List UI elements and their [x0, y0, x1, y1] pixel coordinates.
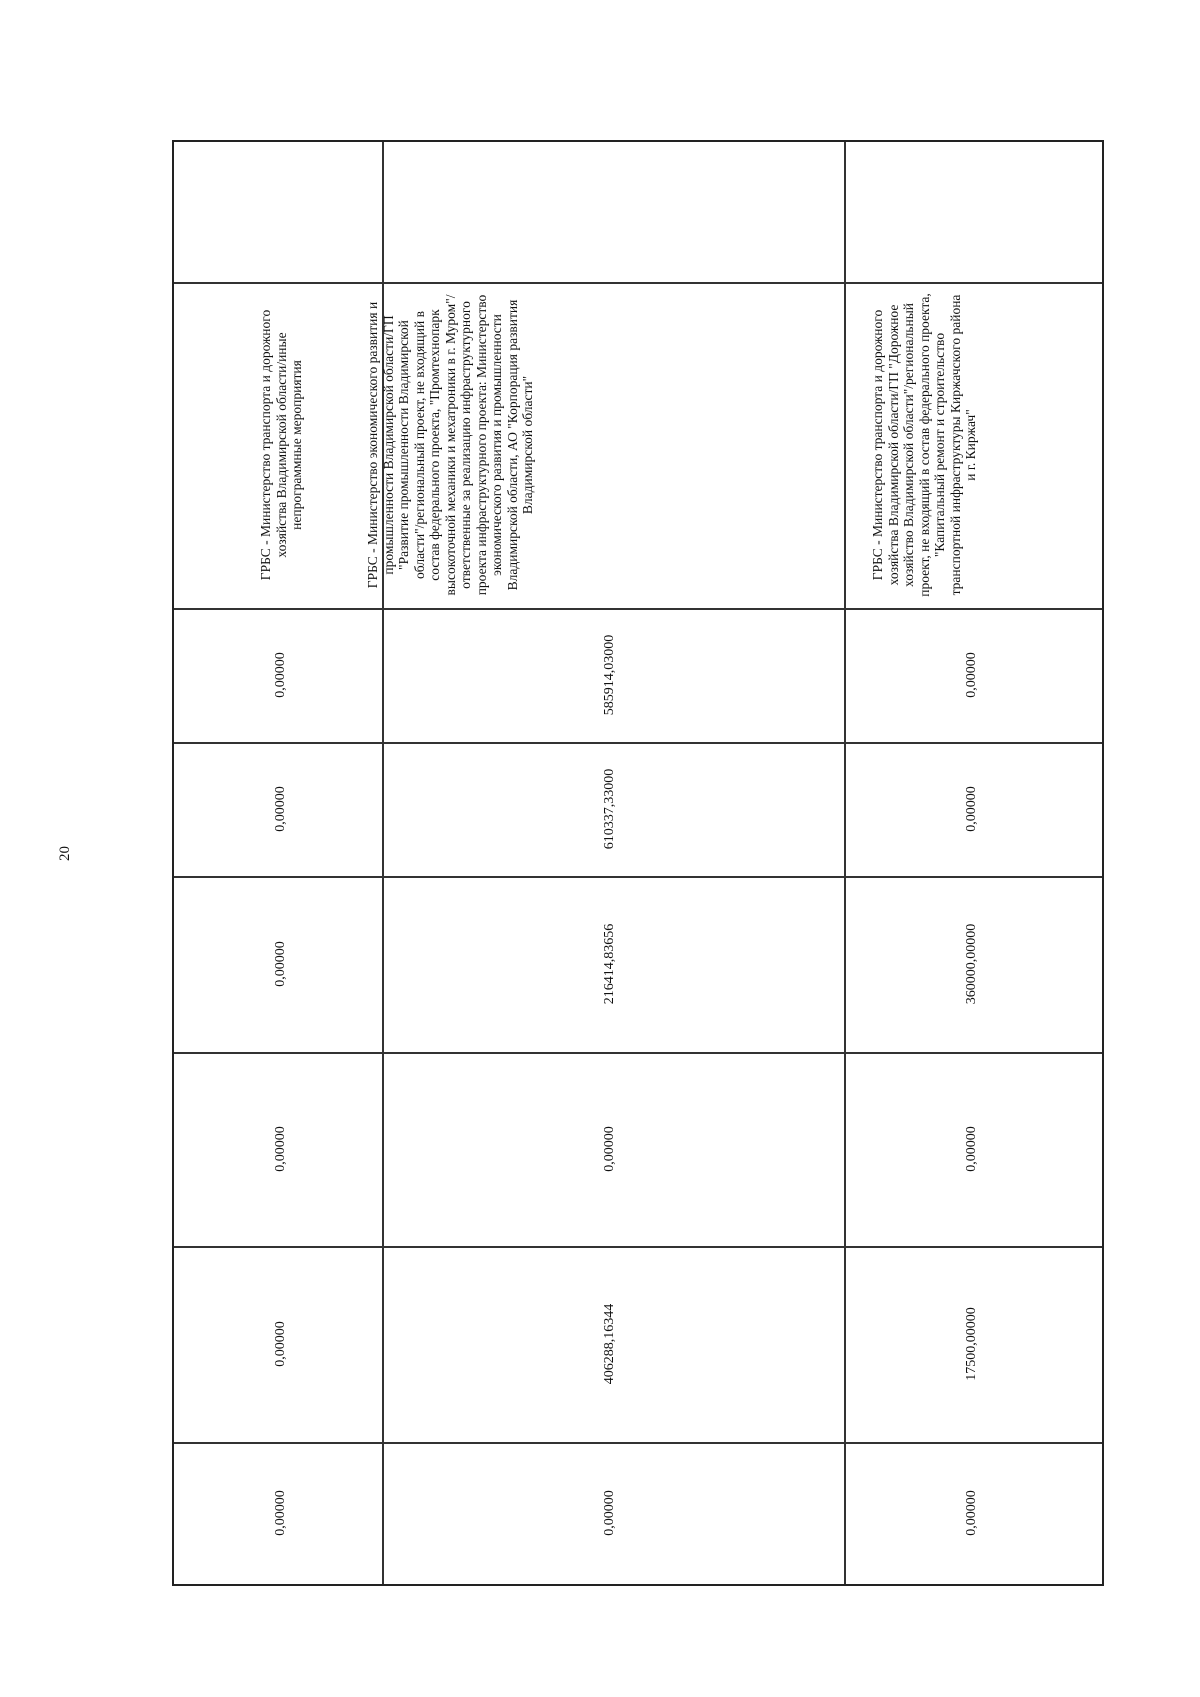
- row-description: ГРБС - Министерство транспорта и дорожного хозяйства Владимирской области/ГП "Дорожное хозяйство Владимирской области"/региональный проект, не входящий в состав федерального проекта, "Капитальный ремонт и строительство транспортной инфраструктуры Киржачского района и г. Киржач": [869, 293, 978, 597]
- value-cell: 0,00000: [964, 1126, 979, 1172]
- column-divider: [174, 1442, 1102, 1444]
- row-divider: [844, 142, 846, 1584]
- data-table: [172, 140, 1104, 1586]
- value-cell: 360000,00000: [964, 923, 979, 1005]
- value-cell: 0,00000: [602, 1490, 617, 1536]
- value-cell: 0,00000: [273, 1126, 288, 1172]
- value-cell: 406288,16344: [602, 1303, 617, 1385]
- value-cell: 0,00000: [273, 1321, 288, 1367]
- column-divider: [174, 876, 1102, 878]
- column-divider: [174, 1246, 1102, 1248]
- column-divider: [174, 742, 1102, 744]
- column-divider: [174, 608, 1102, 610]
- value-cell: 585914,03000: [602, 634, 617, 716]
- value-cell: 216414,83656: [602, 923, 617, 1005]
- value-cell: 0,00000: [273, 941, 288, 987]
- value-cell: 610337,33000: [602, 768, 617, 850]
- value-cell: 17500,00000: [964, 1307, 979, 1381]
- value-cell: 0,00000: [964, 1490, 979, 1536]
- row-description: ГРБС - Министерство транспорта и дорожного хозяйства Владимирской области/иные непрограммные мероприятия: [257, 309, 304, 581]
- column-divider: [174, 1052, 1102, 1054]
- value-cell: 0,00000: [273, 786, 288, 832]
- value-cell: 0,00000: [273, 1490, 288, 1536]
- page-number: 20: [57, 846, 73, 861]
- row-description: ГРБС - Министерство экономического развития и промышленности Владимирской области/ГП "Развитие промышленности Владимирской области"/региональный проект, не входящий в состав федерального проекта, "Промтехнопарк высокоточной механики и мехатроники в г. Муром"/ответственные за реализацию инфраструктурного проекта инфраструктурного проекта: Министерство экономического развития и промышленности Владимирской области, АО "Корпорация развития Владимирской области": [364, 294, 535, 596]
- value-cell: 0,00000: [964, 652, 979, 698]
- value-cell: 0,00000: [273, 652, 288, 698]
- value-cell: 0,00000: [964, 786, 979, 832]
- column-divider: [174, 282, 1102, 284]
- value-cell: 0,00000: [602, 1126, 617, 1172]
